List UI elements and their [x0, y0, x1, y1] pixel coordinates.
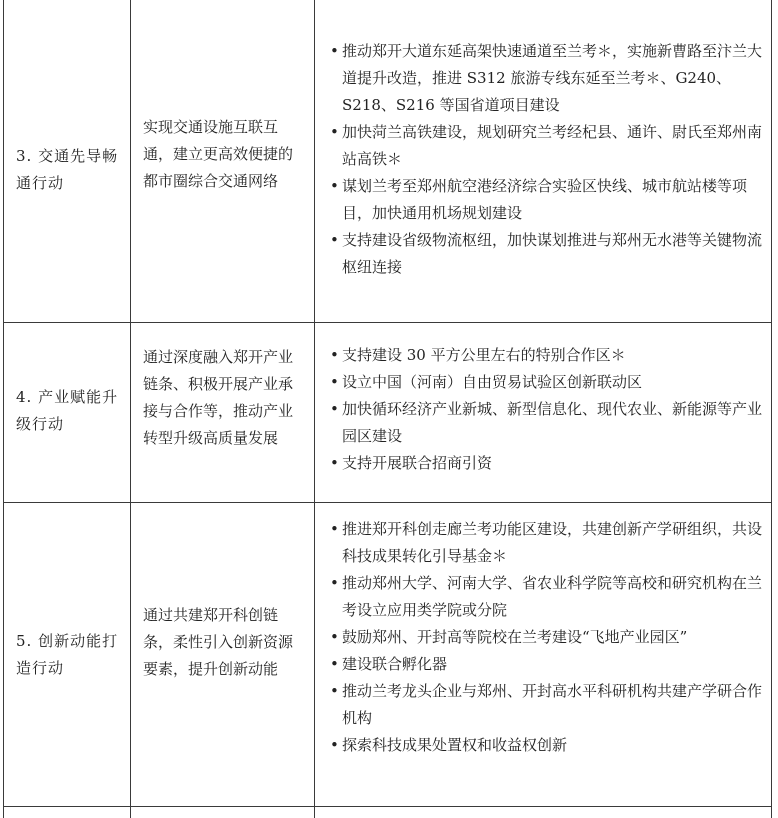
row-divider-1 — [3, 322, 772, 323]
list-item: • 加快菏兰高铁建设，规划研究兰考经杞县、通许、尉氏至郑州南站高铁＊ — [330, 119, 762, 173]
row-3-goal: 实现交通设施互联互通，建立更高效便捷的都市圈综合交通网络 — [143, 118, 294, 190]
list-item: • 推动郑开大道东延高架快速通道至兰考＊，实施新曹路至汴兰大道提升改造，推进 S312 旅游专线东延至兰考＊、G240、S218、S216 等国省道项目建设 — [330, 38, 762, 119]
list-item: • 支持建设 30 平方公里左右的特别合作区＊ — [330, 342, 762, 369]
row-5-action: 5. 创新动能打造行动 — [16, 632, 119, 677]
list-item: • 建设联合孵化器 — [330, 651, 762, 678]
list-item: • 加快循环经济产业新城、新型信息化、现代农业、新能源等产业园区建设 — [330, 396, 762, 450]
column-divider-2 — [314, 0, 315, 818]
row-divider-3 — [3, 806, 772, 807]
row-3-action: 3. 交通先导畅通行动 — [16, 147, 119, 192]
list-item: • 设立中国（河南）自由贸易试验区创新联动区 — [330, 369, 762, 396]
row-5-task-list — [330, 516, 762, 759]
row-5-goal: 通过共建郑开科创链条，柔性引入创新资源要素，提升创新动能 — [143, 606, 294, 678]
row-4-goal: 通过深度融入郑开产业链条、积极开展产业承接与合作等，推动产业转型升级高质量发展 — [143, 348, 294, 447]
list-item: • 支持建设省级物流枢纽，加快谋划推进与郑州无水港等关键物流枢纽连接 — [330, 227, 762, 281]
list-item: • 支持开展联合招商引资 — [330, 450, 762, 477]
table-border-left — [3, 0, 4, 818]
list-item: • 推动郑州大学、河南大学、省农业科学院等高校和研究机构在兰考设立应用类学院或分院 — [330, 570, 762, 624]
list-item: • 鼓励郑州、开封高等院校在兰考建设“飞地产业园区” — [330, 624, 762, 651]
list-item: • 推进郑开科创走廊兰考功能区建设，共建创新产学研组织，共设科技成果转化引导基金＊ — [330, 516, 762, 570]
list-item: • 推动兰考龙头企业与郑州、开封高水平科研机构共建产学研合作机构 — [330, 678, 762, 732]
row-divider-2 — [3, 502, 772, 503]
row-3-task-list — [330, 38, 762, 281]
list-item: • 探索科技成果处置权和收益权创新 — [330, 732, 762, 759]
list-item: • 谋划兰考至郑州航空港经济综合实验区快线、城市航站楼等项目，加快通用机场规划建设 — [330, 173, 762, 227]
table-border-right — [771, 0, 772, 818]
row-4-task-list — [330, 342, 762, 477]
column-divider-1 — [130, 0, 131, 818]
row-4-action: 4. 产业赋能升级行动 — [16, 388, 119, 433]
